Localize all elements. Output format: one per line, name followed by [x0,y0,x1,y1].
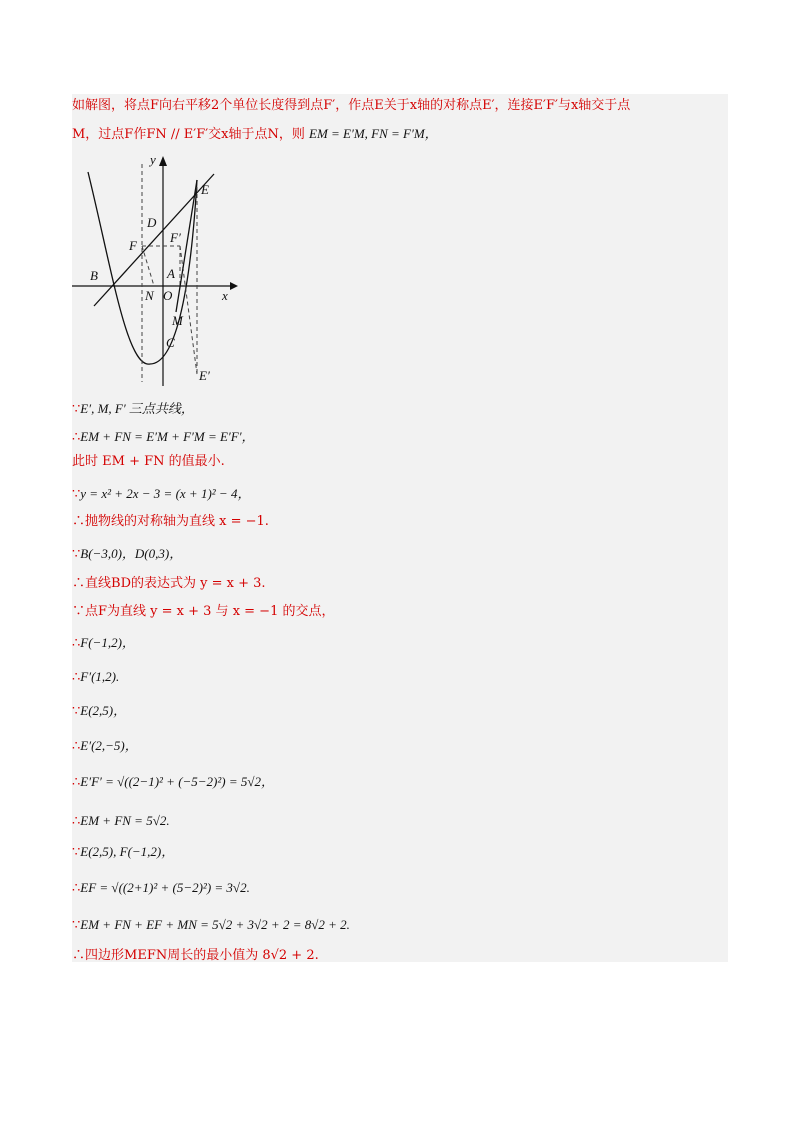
solution-line [72,453,225,471]
line-text: 抛物线的对称轴为直线 x = −1. [85,514,269,529]
solution-line [72,773,274,792]
line-text: B(−3,0)，D(0,3)， [80,546,183,561]
label-m: M [172,313,183,328]
solution-line [72,702,126,721]
label-fp: F′ [170,230,181,245]
solution-line [72,668,119,687]
solution-line [72,575,266,593]
line-prefix: ∴ [72,881,81,896]
solution-line [72,947,319,965]
line-prefix: ∴ [72,739,81,754]
label-f: F [129,238,137,253]
line-prefix: ∵ [72,547,81,562]
line-prefix: ∴ [72,430,81,445]
label-b: B [90,268,98,283]
line-prefix: ∴ [72,814,81,829]
line-text: F(−1,2)， [80,635,135,650]
y-axis-arrow [159,156,167,166]
line-prefix: ∵ [72,604,86,619]
line-text: EM + FN = 5√2. [80,813,170,828]
intro-line-2 [72,125,438,144]
label-a: A [167,266,175,281]
solution-line [72,879,250,898]
label-n: N [145,288,154,303]
solution-line [72,603,334,621]
solution-line [72,843,174,862]
parabola-figure [72,150,242,390]
line-prefix: ∴ [72,636,81,651]
label-c: C [166,335,175,350]
line-text: y = x² + 2x − 3 = (x + 1)² − 4， [80,486,251,501]
line-text: 此时 EM + FN 的值最小. [72,454,225,469]
solution-line [72,400,194,419]
solution-line [72,634,135,653]
label-x: x [222,288,228,303]
line-prefix: ∴ [72,948,86,963]
solution-line [72,812,170,831]
line-text: E(2,5)， [80,703,127,718]
line-text: EF = √((2+1)² + (5−2)²) = 3√2. [80,880,250,895]
intro-line-2a: M，过点F作FN // E′F′交x轴于点N，则 [72,127,305,142]
dash-fp-ep [180,246,197,374]
line-text: E′(2,−5)， [80,738,138,753]
x-axis-arrow [230,282,238,290]
line-text: E′F′ = √((2−1)² + (−5−2)²) = 5√2， [80,774,275,789]
line-text: 直线BD的表达式为 y = x + 3. [85,576,266,591]
line-text: 四边形MEFN周长的最小值为 8√2 + 2. [85,948,319,963]
label-d: D [147,215,157,230]
intro-line-1: 如解图，将点F向右平移2个单位长度得到点F′，作点E关于x轴的对称点E′，连接E′F′与x轴交于点 [72,98,631,113]
line-prefix: ∵ [72,402,81,417]
solution-line [72,737,138,756]
label-y: y [150,152,156,167]
line-prefix: ∴ [72,775,81,790]
line-text: F′(1,2). [80,669,120,684]
line-text: 点F为直线 y = x + 3 与 x = −1 的交点， [85,604,335,619]
line-text: E′, M, F′ 三点共线， [80,401,194,416]
label-e: E [201,182,209,197]
solution-line [72,916,350,935]
line-text: E(2,5), F(−1,2)， [80,844,175,859]
line-prefix: ∵ [72,845,81,860]
line-prefix: ∵ [72,704,81,719]
solution-line [72,513,269,531]
line-text: EM + FN = E′M + F′M = E′F′， [80,429,255,444]
line-text: EM + FN + EF + MN = 5√2 + 3√2 + 2 = 8√2 + 2. [80,917,350,932]
line-prefix: ∴ [72,670,81,685]
line-prefix: ∴ [72,514,86,529]
intro-line-2b: EM = E′M, FN = F′M， [309,126,438,141]
solution-line [72,428,255,447]
label-o: O [163,288,173,303]
line-prefix: ∴ [72,576,86,591]
solution-line [72,485,250,504]
solution-line [72,545,182,564]
line-prefix: ∵ [72,487,81,502]
line-prefix: ∵ [72,918,81,933]
label-ep: E′ [199,368,210,383]
